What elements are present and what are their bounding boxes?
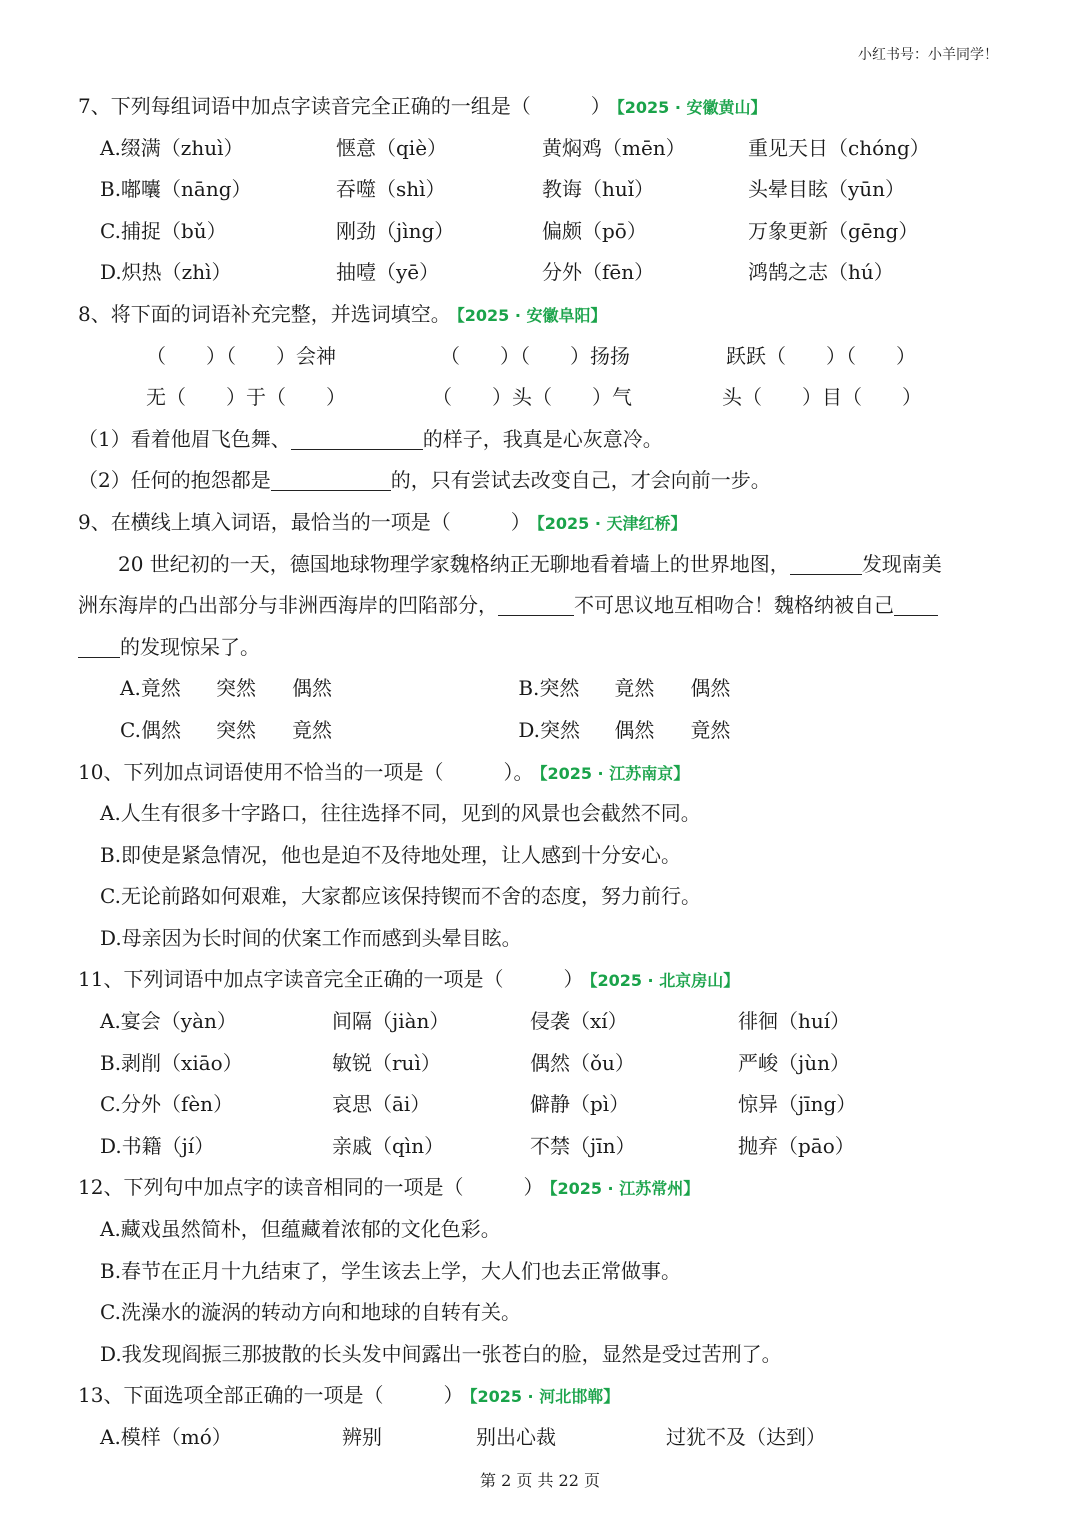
question-10-option-c: C.无论前路如何艰难，大家都应该保持锲而不舍的态度，努力前行。 — [100, 884, 701, 909]
question-9-options-ab: A.竟然 突然 偶然 B.突然 竟然 偶然 — [120, 676, 731, 701]
question-7-stem: 7、下列每组词语中加点字读音完全正确的一组是（ ） 【2025 · 安徽黄山】 — [78, 94, 767, 118]
source-tag: 【2025 · 江苏常州】 — [549, 1179, 700, 1199]
question-7-row-d: D.炽热（zhì） 抽噎（yē） 分外（fēn） 鸿鹄之志（hú） — [100, 260, 894, 285]
question-7-row-c: C.捕捉（bǔ） 刚劲（jìng） 偏颇（pō） 万象更新（gēng） — [100, 218, 919, 243]
answer-blank[interactable] — [894, 593, 938, 616]
question-8-sentence-1: （1）看着他眉飞色舞、 的样子，我真是心灰意冷。 — [78, 426, 663, 451]
question-8-sentence-2: （2）任何的抱怨都是 的，只有尝试去改变自己，才会向前一步。 — [78, 468, 771, 493]
question-12-stem: 12、下列句中加点字的读音相同的一项是（ ） 【2025 · 江苏常州】 — [78, 1175, 700, 1200]
answer-blank[interactable] — [790, 552, 862, 575]
question-8-stem: 8、将下面的词语补充完整，并选词填空。 【2025 · 安徽阜阳】 — [78, 301, 607, 326]
watermark: 小红书号：小羊同学！ — [858, 47, 998, 63]
question-11-row-d: D.书籍（jí） 亲戚（qìn） 不禁（jīn） 抛弃（pāo） — [100, 1133, 855, 1158]
question-11-stem: 11、下列词语中加点字读音完全正确的一项是（ ） 【2025 · 北京房山】 — [78, 967, 740, 992]
question-9-stem: 9、在横线上填入词语，最恰当的一项是（ ） 【2025 · 天津红桥】 — [78, 509, 687, 534]
question-12-option-d: D.我发现阎振三那披散的长头发中间露出一张苍白的脸，显然是受过苦刑了。 — [100, 1341, 782, 1366]
question-11-row-a: A.宴会（yàn） 间隔（jiàn） 侵袭（xí） 徘徊（huí） — [100, 1009, 851, 1034]
question-13-stem: 13、下面选项全部正确的一项是（ ） 【2025 · 河北邯郸】 — [78, 1383, 620, 1408]
question-12-option-a: A.藏戏虽然简朴，但蕴藏着浓郁的文化色彩。 — [100, 1217, 501, 1242]
answer-blank[interactable] — [271, 468, 391, 491]
question-11-row-c: C.分外（fèn） 哀思（āi） 僻静（pì） 惊异（jīng） — [100, 1092, 857, 1117]
source-tag: 【2025 · 天津红桥】 — [536, 513, 687, 533]
source-tag: 【2025 · 江苏南京】 — [539, 763, 690, 783]
question-9-passage-line-3: 的发现惊呆了。 — [78, 627, 1008, 669]
answer-blank[interactable] — [78, 635, 120, 658]
page-number: 第 2 页 共 22 页 — [480, 1471, 600, 1490]
source-tag: 【2025 · 河北邯郸】 — [469, 1387, 620, 1407]
source-tag: 【2025 · 北京房山】 — [589, 971, 740, 991]
question-8-words-row-2: 无（ ）于（ ） （ ）头（ ）气 头（ ）目（ ） — [146, 385, 922, 410]
question-12-option-c: C.洗澡水的漩涡的转动方向和地球的自转有关。 — [100, 1300, 521, 1325]
question-8-words-row-1: （ ）（ ）会神 （ ）（ ）扬扬 跃跃（ ）（ ） — [146, 343, 916, 368]
question-9-options-cd: C.偶然 突然 竟然 D.突然 偶然 竟然 — [120, 717, 731, 742]
answer-blank[interactable] — [291, 427, 423, 450]
question-9-passage-line-2: 洲东海岸的凸出部分与非洲西海岸的凹陷部分， 不可思议地互相吻合！魏格纳被自己 — [78, 585, 1008, 627]
question-7-row-a: A.缀满（zhuì） 惬意（qiè） 黄焖鸡（mēn） 重见天日（chóng） — [100, 135, 930, 160]
question-11-row-b: B.剥削（xiāo） 敏锐（ruì） 偶然（ǒu） 严峻（jùn） — [100, 1050, 850, 1075]
question-7-row-b: B.嘟囔（nāng） 吞噬（shì） 教诲（huǐ） 头晕目眩（yūn） — [100, 177, 906, 202]
answer-blank[interactable] — [498, 593, 574, 616]
question-10-option-a: A.人生有很多十字路口，往往选择不同，见到的风景也会截然不同。 — [100, 801, 701, 826]
source-tag: 【2025 · 安徽黄山】 — [616, 98, 767, 117]
document-page — [78, 86, 1008, 1459]
question-13-option-a: A.模样（mó） 辨别 别出心裁 过犹不及（达到） — [100, 1425, 826, 1449]
question-10-option-d: D.母亲因为长时间的伏案工作而感到头晕目眩。 — [100, 925, 522, 950]
question-10-option-b: B.即使是紧急情况，他也是迫不及待地处理，让人感到十分安心。 — [100, 842, 682, 867]
question-12-option-b: B.春节在正月十九结束了，学生该去上学，大人们也去正常做事。 — [100, 1258, 682, 1283]
question-10-stem: 10、下列加点词语使用不恰当的一项是（ ）。 【2025 · 江苏南京】 — [78, 759, 690, 784]
question-9-passage-line-1: 20 世纪初的一天，德国地球物理学家魏格纳正无聊地看着墙上的世界地图， 发现南美 — [118, 551, 942, 576]
source-tag: 【2025 · 安徽阜阳】 — [456, 305, 607, 325]
